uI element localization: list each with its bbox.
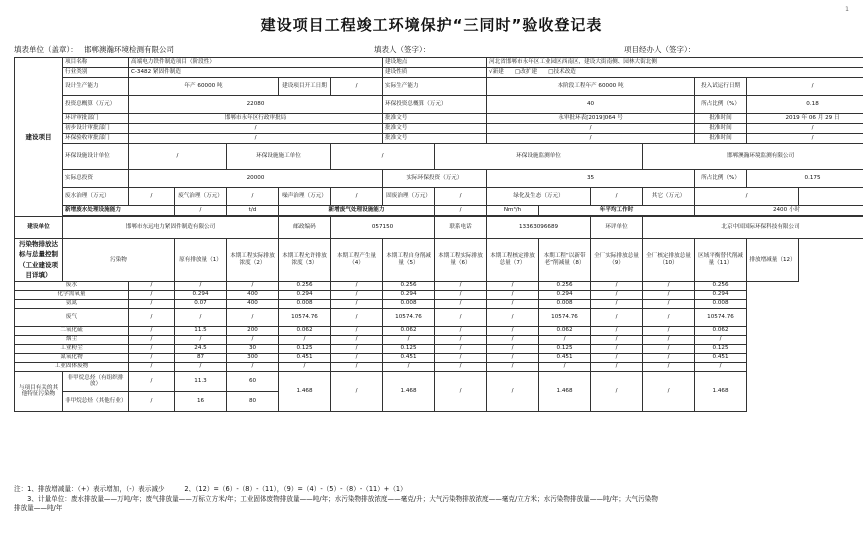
pollutant-row bbox=[15, 308, 863, 326]
design-capacity-label: 设计生产能力 bbox=[63, 78, 129, 96]
special-row-orig: / bbox=[129, 391, 175, 411]
pollutant-value: 0.125 bbox=[279, 344, 331, 353]
pollutant-value: 0.294 bbox=[279, 290, 331, 299]
pollutant-value: 0.256 bbox=[539, 281, 591, 290]
pollutant-value: / bbox=[487, 308, 539, 326]
pollutant-name: 废气 bbox=[15, 308, 129, 326]
pollutant-value: / bbox=[487, 326, 539, 335]
person-label: 填表人（签字）： bbox=[374, 45, 431, 54]
pollutant-value: / bbox=[331, 308, 383, 326]
pollutant-value: / bbox=[435, 326, 487, 335]
prelim-time-value: / bbox=[747, 124, 863, 134]
pollutant-value: 24.5 bbox=[175, 344, 227, 353]
pollutant-value: / bbox=[435, 362, 487, 371]
pollutant-value: / bbox=[435, 335, 487, 344]
pollutant-value: / bbox=[331, 326, 383, 335]
pollutant-value: / bbox=[435, 353, 487, 362]
pollutant-value: 0.256 bbox=[695, 281, 747, 290]
pollutant-header-cell: 本期工程产生量（4） bbox=[331, 239, 383, 282]
eia-dept-value: 邯郸市永年区行政审批局 bbox=[129, 114, 383, 124]
pollutant-row bbox=[15, 299, 863, 308]
facility-monitor-label: 环保设施监测单位 bbox=[435, 144, 643, 170]
pollutant-value: 0.451 bbox=[279, 353, 331, 362]
pollutant-value: / bbox=[331, 362, 383, 371]
postcode-value: 057150 bbox=[331, 217, 435, 239]
pollutant-value: 0.062 bbox=[539, 326, 591, 335]
pollutant-value: / bbox=[643, 353, 695, 362]
phone-label: 联系电话 bbox=[435, 217, 487, 239]
pollutant-value: / bbox=[129, 308, 175, 326]
pollutant-section-label: 污染物排放达标与总量控制（工业建设项目详填） bbox=[15, 239, 63, 282]
pollutant-value: / bbox=[643, 290, 695, 299]
pollutant-row bbox=[15, 281, 863, 290]
acceptance-dept-label: 环保验收审批部门 bbox=[63, 134, 129, 144]
pollutant-value: 0.256 bbox=[279, 281, 331, 290]
pollutant-name: 工业粉尘 bbox=[15, 344, 129, 353]
pollutant-value: / bbox=[129, 344, 175, 353]
pollutant-value: / bbox=[175, 308, 227, 326]
pollutant-value: / bbox=[129, 290, 175, 299]
pollutant-value: / bbox=[643, 299, 695, 308]
pollutant-value: / bbox=[435, 344, 487, 353]
unit-row-value: 邯郸市东远电力紧固件制造有限公司 bbox=[63, 217, 279, 239]
pollutant-value: 0.294 bbox=[695, 290, 747, 299]
pollutant-value: / bbox=[591, 308, 643, 326]
pollutant-value: / bbox=[591, 290, 643, 299]
new-water-label: 新增废水处理设施能力 bbox=[63, 206, 175, 216]
actual-budget-value: 20000 bbox=[129, 170, 383, 188]
approval-time-label: 批准时间 bbox=[695, 114, 747, 124]
special-row-name: 非甲烷总烃（有组织排放） bbox=[63, 371, 129, 391]
pollutant-value: / bbox=[435, 299, 487, 308]
new-gas-unit: Nm³/h bbox=[487, 206, 539, 216]
waste-gas-label: 废气治理（万元） bbox=[175, 188, 227, 206]
pollutant-value: 400 bbox=[227, 299, 279, 308]
location-value: 河北省邯郸市永年区工业园区西南区，建设大街南侧、园林大街北侧 bbox=[487, 58, 863, 68]
pollutant-name: 二氧化硫 bbox=[15, 326, 129, 335]
prelim-dept-value: / bbox=[129, 124, 383, 134]
pollutant-value: / bbox=[435, 281, 487, 290]
pollutant-value: / bbox=[487, 362, 539, 371]
other-value: / bbox=[695, 188, 799, 206]
pollutant-value: / bbox=[383, 335, 435, 344]
facility-design-value: / bbox=[129, 144, 227, 170]
approval-time-value: 2019 年 06 月 29 日 bbox=[747, 114, 863, 124]
unit-value: 邯郸澳瀚环境检测有限公司 bbox=[84, 45, 174, 54]
start-date-value: / bbox=[331, 78, 383, 96]
form-header bbox=[14, 44, 850, 56]
pollutant-value: 10574.76 bbox=[695, 308, 747, 326]
pollutant-value: / bbox=[227, 308, 279, 326]
approval-no-value: 永审批环表[2019]064 号 bbox=[487, 114, 695, 124]
unit-label: 填表单位（盖章）： bbox=[14, 45, 78, 54]
pollutant-value: / bbox=[643, 362, 695, 371]
pollutant-header-cell: 污染物 bbox=[63, 239, 175, 282]
actual-ratio-label: 所占比例（%） bbox=[695, 170, 747, 188]
pollutant-value: / bbox=[487, 290, 539, 299]
env-ratio-label: 所占比例（%） bbox=[695, 96, 747, 114]
actual-ratio-value: 0.175 bbox=[747, 170, 863, 188]
actual-capacity-label: 实际生产能力 bbox=[383, 78, 487, 96]
new-water-unit: t/d bbox=[227, 206, 279, 216]
pollutant-name: 废水 bbox=[15, 281, 129, 290]
actual-capacity-value: 本阶段工程年产 60000 吨 bbox=[487, 78, 695, 96]
pollutant-value: / bbox=[591, 362, 643, 371]
pollutant-name: 化学需氧量 bbox=[15, 290, 129, 299]
pollutant-value: / bbox=[435, 290, 487, 299]
pollutant-row bbox=[15, 290, 863, 299]
pollutant-header-cell: 区域平衡替代削减量（11） bbox=[695, 239, 747, 282]
pollutant-value: / bbox=[487, 335, 539, 344]
nature-label: 建设性质 bbox=[383, 68, 487, 78]
env-ratio-value: 0.18 bbox=[747, 96, 863, 114]
pollutant-value: 0.008 bbox=[539, 299, 591, 308]
registration-table bbox=[14, 57, 863, 412]
pollutant-row bbox=[15, 335, 863, 344]
pollutant-value: / bbox=[331, 281, 383, 290]
pollutant-row bbox=[15, 353, 863, 362]
pollutant-row bbox=[15, 326, 863, 335]
pollutant-header-cell: 原有排放量（1） bbox=[175, 239, 227, 282]
pollutant-name: 氮氧化物 bbox=[15, 353, 129, 362]
trial-date-label: 投入试运行日期 bbox=[695, 78, 747, 96]
pollutant-value: / bbox=[435, 308, 487, 326]
prelim-dept-label: 初步设计审批部门 bbox=[63, 124, 129, 134]
pollutant-value: / bbox=[591, 344, 643, 353]
pollutant-value: / bbox=[487, 353, 539, 362]
pollutant-header-cell: 本期工程“以新带老”削减量（8） bbox=[539, 239, 591, 282]
waste-gas-value: / bbox=[227, 188, 279, 206]
other-label: 其它（万元） bbox=[643, 188, 695, 206]
pollutant-value: / bbox=[129, 326, 175, 335]
prelim-time-label: 批准时间 bbox=[695, 124, 747, 134]
approval-no-label: 批准文号 bbox=[383, 114, 487, 124]
pollutant-value: 0.294 bbox=[175, 290, 227, 299]
pollutant-value: 0.451 bbox=[539, 353, 591, 362]
actual-env-value: 35 bbox=[487, 170, 695, 188]
pollutant-value: / bbox=[331, 344, 383, 353]
pollutant-value: 87 bbox=[175, 353, 227, 362]
pollutant-value: / bbox=[227, 335, 279, 344]
pollutant-value: / bbox=[643, 335, 695, 344]
pollutant-value: / bbox=[331, 299, 383, 308]
pollutant-header-cell: 本期工程核定排放总量（7） bbox=[487, 239, 539, 282]
pollutant-value: / bbox=[539, 335, 591, 344]
pollutant-value: / bbox=[643, 308, 695, 326]
pollutant-value: / bbox=[643, 344, 695, 353]
new-water-value: / bbox=[175, 206, 227, 216]
design-capacity-value: 年产 60000 吨 bbox=[129, 78, 279, 96]
pollutant-header-cell: 本期工程实际排放量（6） bbox=[435, 239, 487, 282]
pollutant-value: / bbox=[227, 362, 279, 371]
acceptance-time-label: 批准时间 bbox=[695, 134, 747, 144]
pollutant-value: / bbox=[591, 353, 643, 362]
special-change: 1.468 bbox=[695, 371, 747, 411]
greening-value: / bbox=[591, 188, 643, 206]
actual-budget-label: 实际总投资 bbox=[63, 170, 129, 188]
pollutant-name: 工业固体废物 bbox=[15, 362, 129, 371]
page-mark: 1 bbox=[845, 6, 849, 13]
pollutant-value: / bbox=[279, 362, 331, 371]
facility-design-label: 环保设施设计单位 bbox=[63, 144, 129, 170]
facility-monitor-value: 邯郸澳瀚环境监测有限公司 bbox=[643, 144, 863, 170]
pollutant-value: / bbox=[643, 281, 695, 290]
pollutant-value: / bbox=[129, 299, 175, 308]
pollutant-value: / bbox=[129, 362, 175, 371]
noise-value: / bbox=[331, 188, 383, 206]
pollutant-value: / bbox=[539, 362, 591, 371]
note-line: 排放量——吨/年 bbox=[14, 504, 63, 513]
budget-value: 22080 bbox=[129, 96, 383, 114]
pollutant-header-cell: 全厂实际排放总量（9） bbox=[591, 239, 643, 282]
pollutant-header-cell: 全厂核定排放总量（10） bbox=[643, 239, 695, 282]
pollutant-value: 0.451 bbox=[695, 353, 747, 362]
env-budget-value: 40 bbox=[487, 96, 695, 114]
pollutant-value: 10574.76 bbox=[383, 308, 435, 326]
pollutant-value: 0.451 bbox=[383, 353, 435, 362]
pollutant-value: 0.256 bbox=[383, 281, 435, 290]
pollutant-header-cell: 本期工程自身削减量（5） bbox=[383, 239, 435, 282]
pollutant-value: / bbox=[279, 335, 331, 344]
special-old-reduction: / bbox=[487, 371, 539, 411]
pollutant-value: 0.294 bbox=[539, 290, 591, 299]
acceptance-no-value: / bbox=[487, 134, 695, 144]
pollutant-value: 0.062 bbox=[383, 326, 435, 335]
pollutant-value: / bbox=[129, 281, 175, 290]
pollutant-value: 10574.76 bbox=[539, 308, 591, 326]
pollutant-name: 氨氮 bbox=[15, 299, 129, 308]
note-line: 3、计量单位：废水排放量——万吨/年；废气排放量——万标立方米/年；工业固体废物排放量——吨/年；水污染物排放浓度——毫克/升；大气污染物排放浓度——毫克/立方米；水污染物排放量——吨/年；大气污染物 bbox=[14, 494, 658, 503]
pollutant-value: / bbox=[591, 326, 643, 335]
new-gas-value: / bbox=[435, 206, 487, 216]
pollutant-value: / bbox=[175, 362, 227, 371]
pollutant-value: / bbox=[591, 281, 643, 290]
pollutant-value: / bbox=[591, 335, 643, 344]
pollutant-value: 300 bbox=[227, 353, 279, 362]
pollutant-value: / bbox=[129, 353, 175, 362]
start-date-label: 建设项目开工日期 bbox=[279, 78, 331, 96]
pollutant-value: / bbox=[383, 362, 435, 371]
eia-unit-value: 北京中国国际环保科技有限公司 bbox=[643, 217, 863, 239]
pollutant-value: / bbox=[331, 335, 383, 344]
pollutant-value: / bbox=[175, 335, 227, 344]
special-regional: / bbox=[643, 371, 695, 411]
construction-section-label: 建设项目 bbox=[15, 58, 63, 217]
special-row-name: 非甲烷总烃（其他行业） bbox=[63, 391, 129, 411]
nature-value: √新建 □改扩建 □技术改造 bbox=[487, 68, 863, 78]
special-actual: 1.468 bbox=[383, 371, 435, 411]
industry-value: C-3482 紧固件制造 bbox=[129, 68, 383, 78]
noise-label: 噪声治理（万元） bbox=[279, 188, 331, 206]
acceptance-dept-value: / bbox=[129, 134, 383, 144]
special-row-orig: / bbox=[129, 371, 175, 391]
pollutant-value: 0.125 bbox=[695, 344, 747, 353]
pollutant-value: / bbox=[487, 299, 539, 308]
project-name-value: 高端电力铁件制造项目（阶段性） bbox=[129, 58, 383, 68]
pollutant-value: 0.062 bbox=[279, 326, 331, 335]
wastewater-value: / bbox=[129, 188, 175, 206]
pollutant-value: 200 bbox=[227, 326, 279, 335]
pollutant-row bbox=[15, 362, 863, 371]
pollutant-value: 30 bbox=[227, 344, 279, 353]
trial-date-value: / bbox=[747, 78, 863, 96]
project-name-label: 项目名称 bbox=[63, 58, 129, 68]
pollutant-value: 0.008 bbox=[695, 299, 747, 308]
industry-label: 行业类别 bbox=[63, 68, 129, 78]
actual-env-label: 实际环保投资（万元） bbox=[383, 170, 487, 188]
pollutant-value: / bbox=[227, 281, 279, 290]
pollutant-value: / bbox=[487, 344, 539, 353]
pollutant-header-cell: 排放增减量（12） bbox=[747, 239, 799, 282]
env-budget-label: 环保投资总概算（万元） bbox=[383, 96, 487, 114]
special-row-conc: 16 bbox=[175, 391, 227, 411]
page-title: 建设项目工程竣工环境保护“三同时”验收登记表 bbox=[260, 16, 603, 34]
pollutant-value: 0.008 bbox=[383, 299, 435, 308]
acceptance-no-label: 批准文号 bbox=[383, 134, 487, 144]
location-label: 建设地点 bbox=[383, 58, 487, 68]
pollutant-row bbox=[15, 344, 863, 353]
solid-label: 固废治理（万元） bbox=[383, 188, 435, 206]
pollutant-value: 0.008 bbox=[279, 299, 331, 308]
new-gas-label: 新增废气处理设施能力 bbox=[279, 206, 435, 216]
special-row-allow: 60 bbox=[227, 371, 279, 391]
prelim-no-label: 批准文号 bbox=[383, 124, 487, 134]
note-line: 注：1、排放增减量：（+）表示增加，（-）表示减少 2、（12）=（6）-（8）-（11），（9）=（4）-（5）-（8）-（11）+（1） bbox=[14, 485, 407, 493]
pollutant-name: 烟尘 bbox=[15, 335, 129, 344]
pollutant-value: / bbox=[591, 299, 643, 308]
pollutant-value: / bbox=[331, 290, 383, 299]
pollutant-value: / bbox=[331, 353, 383, 362]
pollutant-value: 0.125 bbox=[539, 344, 591, 353]
work-hours-value: 2400 小时 bbox=[695, 206, 863, 216]
manager-label: 项目经办人（签字）： bbox=[624, 45, 696, 54]
eia-dept-label: 环评审批部门 bbox=[63, 114, 129, 124]
pollutant-value: 0.294 bbox=[383, 290, 435, 299]
facility-build-label: 环保设施施工单位 bbox=[227, 144, 331, 170]
pollutant-header-cell: 本期工程实际排放浓度（2） bbox=[227, 239, 279, 282]
wastewater-label: 废水治理（万元） bbox=[63, 188, 129, 206]
budget-label: 投资总概算（万元） bbox=[63, 96, 129, 114]
solid-value: / bbox=[435, 188, 487, 206]
special-row-conc: 11.3 bbox=[175, 371, 227, 391]
special-plant-verified: / bbox=[591, 371, 643, 411]
special-pollutant-label: 与项目有关的其他特征污染物 bbox=[15, 371, 63, 411]
work-hours-label: 年平均工作时 bbox=[539, 206, 695, 216]
special-produced: 1.468 bbox=[279, 371, 331, 411]
unit-row-label: 建设单位 bbox=[15, 217, 63, 239]
facility-build-value: / bbox=[331, 144, 435, 170]
pollutant-value: 0.125 bbox=[383, 344, 435, 353]
pollutant-value: / bbox=[695, 362, 747, 371]
special-plant-actual: 1.468 bbox=[539, 371, 591, 411]
pollutant-value: 0.07 bbox=[175, 299, 227, 308]
pollutant-value: 11.5 bbox=[175, 326, 227, 335]
pollutant-value: / bbox=[175, 281, 227, 290]
eia-unit-label: 环评单位 bbox=[591, 217, 643, 239]
special-reduced: / bbox=[331, 371, 383, 411]
postcode-label: 邮政编码 bbox=[279, 217, 331, 239]
special-row-allow: 80 bbox=[227, 391, 279, 411]
acceptance-time-value: / bbox=[747, 134, 863, 144]
phone-value: 13363096689 bbox=[487, 217, 591, 239]
pollutant-header-cell: 本期工程允许排放浓度（3） bbox=[279, 239, 331, 282]
pollutant-value: / bbox=[695, 335, 747, 344]
pollutant-value: 10574.76 bbox=[279, 308, 331, 326]
pollutant-value: / bbox=[643, 326, 695, 335]
pollutant-value: 0.062 bbox=[695, 326, 747, 335]
pollutant-value: / bbox=[129, 335, 175, 344]
form-notes bbox=[14, 485, 850, 514]
pollutant-value: / bbox=[487, 281, 539, 290]
greening-label: 绿化及生态（万元） bbox=[487, 188, 591, 206]
pollutant-value: 400 bbox=[227, 290, 279, 299]
special-verified: / bbox=[435, 371, 487, 411]
prelim-no-value: / bbox=[487, 124, 695, 134]
